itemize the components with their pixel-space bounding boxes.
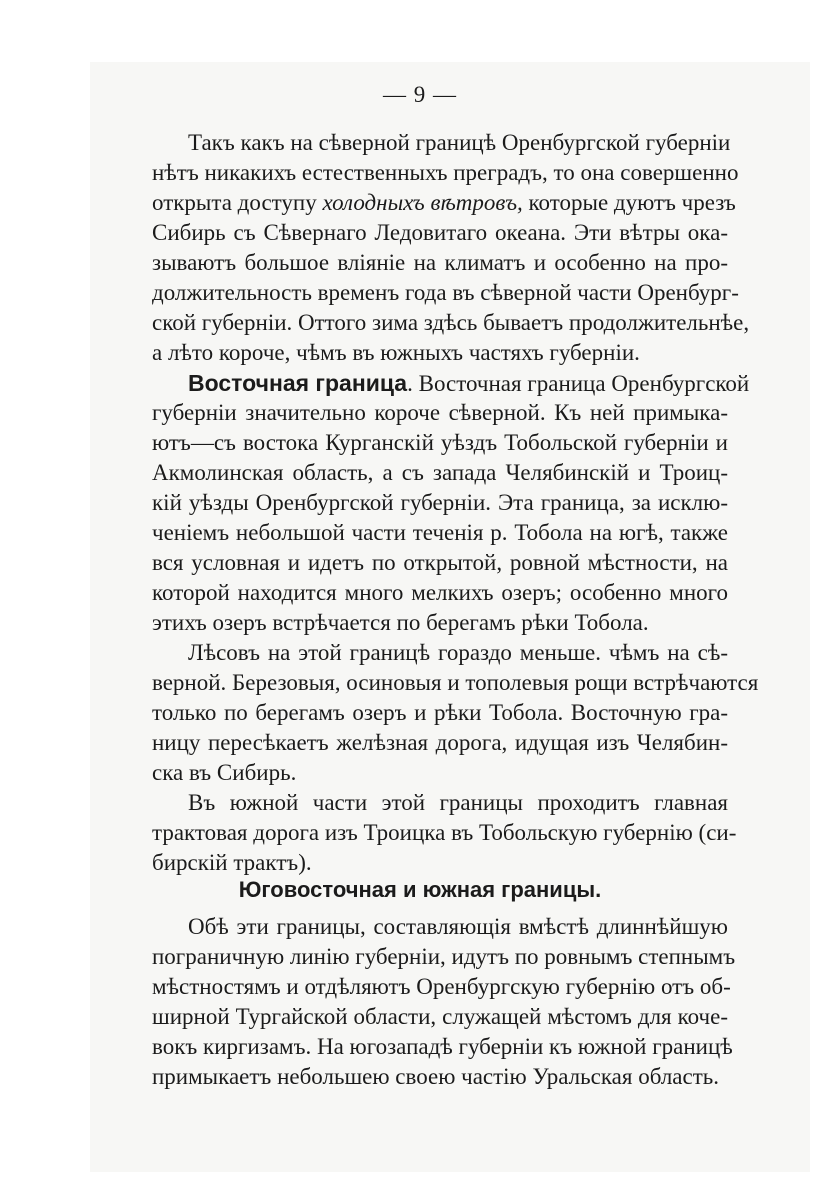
page-number: — 9 —	[383, 82, 457, 107]
text-line: вся условная и идетъ по открытой, ровной мѣстности, на	[152, 550, 728, 575]
text-line: вокъ киргизамъ. На югозападѣ губерніи къ южной границѣ	[152, 1034, 733, 1059]
text-line: зываютъ большое вліяніе на климатъ и особенно на про-	[152, 250, 728, 275]
text-line: Сибирь съ Сѣвернаго Ледовитаго океана. Эти вѣтры ока-	[152, 220, 728, 245]
text-line: должительность временъ года въ сѣверной части Оренбург-	[152, 280, 739, 305]
text-line: нѣтъ никакихъ естественныхъ преградъ, то она совершенно	[152, 160, 739, 185]
text-span: открыта доступу	[152, 190, 317, 215]
text-line: которой находится много мелкихъ озеръ; особенно много	[152, 580, 728, 605]
text-line: бирскій трактъ).	[152, 850, 312, 875]
text-line: пограничную линію губерніи, идутъ по ровнымъ степнымъ	[152, 944, 736, 969]
section-heading: Юговосточная и южная границы.	[238, 877, 602, 902]
italic-phrase: холодныхъ вѣтровъ,	[322, 190, 523, 215]
text-line: ска въ Сибирь.	[152, 760, 297, 785]
text-span: . Восточная граница Оренбургской	[407, 371, 750, 396]
text-line: этихъ озеръ встрѣчается по берегамъ рѣки Тобола.	[152, 610, 649, 635]
text-line	[152, 188, 736, 218]
text-line: трактовая дорога изъ Троицка въ Тобольскую губернію (си-	[152, 820, 737, 845]
text-line: только по берегамъ озеръ и рѣки Тобола. Восточную гра-	[152, 700, 728, 725]
text-line: Въ южной части этой границы проходитъ главная	[188, 790, 728, 815]
text-line: Такъ какъ на сѣверной границѣ Оренбургской губерніи	[188, 130, 731, 155]
text-span: которые дуютъ чрезъ	[528, 190, 736, 215]
text-line: ширной Тургайской области, служащей мѣстомъ для коче-	[152, 1004, 728, 1029]
text-line: ской губерніи. Оттого зима здѣсь бываетъ продолжительнѣе,	[152, 310, 750, 335]
text-line: губерніи значительно короче сѣверной. Къ ней примыка-	[152, 400, 728, 425]
text-line: кій уѣзды Оренбургской губерніи. Эта граница, за исклю-	[152, 490, 728, 515]
text-line	[188, 368, 750, 399]
text-line: а лѣто короче, чѣмъ въ южныхъ частяхъ губерніи.	[152, 340, 640, 365]
section-lead-heading: Восточная граница	[188, 370, 408, 396]
text-line: примыкаетъ небольшею своею частію Уральская область.	[152, 1064, 720, 1089]
text-line: Акмолинская область, а съ запада Челябинскій и Троиц-	[152, 460, 728, 485]
text-line: ютъ—съ востока Курганскій уѣздъ Тобольской губерніи и	[152, 430, 728, 455]
text-line: верной. Березовыя, осиновыя и тополевыя рощи встрѣчаются	[152, 670, 759, 695]
text-line: ченіемъ небольшой части теченія р. Тобола на югѣ, также	[152, 520, 728, 545]
text-line: Лѣсовъ на этой границѣ гораздо меньше. чѣмъ на сѣ-	[188, 640, 728, 665]
text-line: ницу пересѣкаетъ желѣзная дорога, идущая изъ Челябин-	[152, 730, 728, 755]
text-line: Обѣ эти границы, составляющія вмѣстѣ длиннѣйшую	[188, 914, 728, 939]
text-line: мѣстностямъ и отдѣляютъ Оренбургскую губернію отъ об-	[152, 974, 731, 999]
